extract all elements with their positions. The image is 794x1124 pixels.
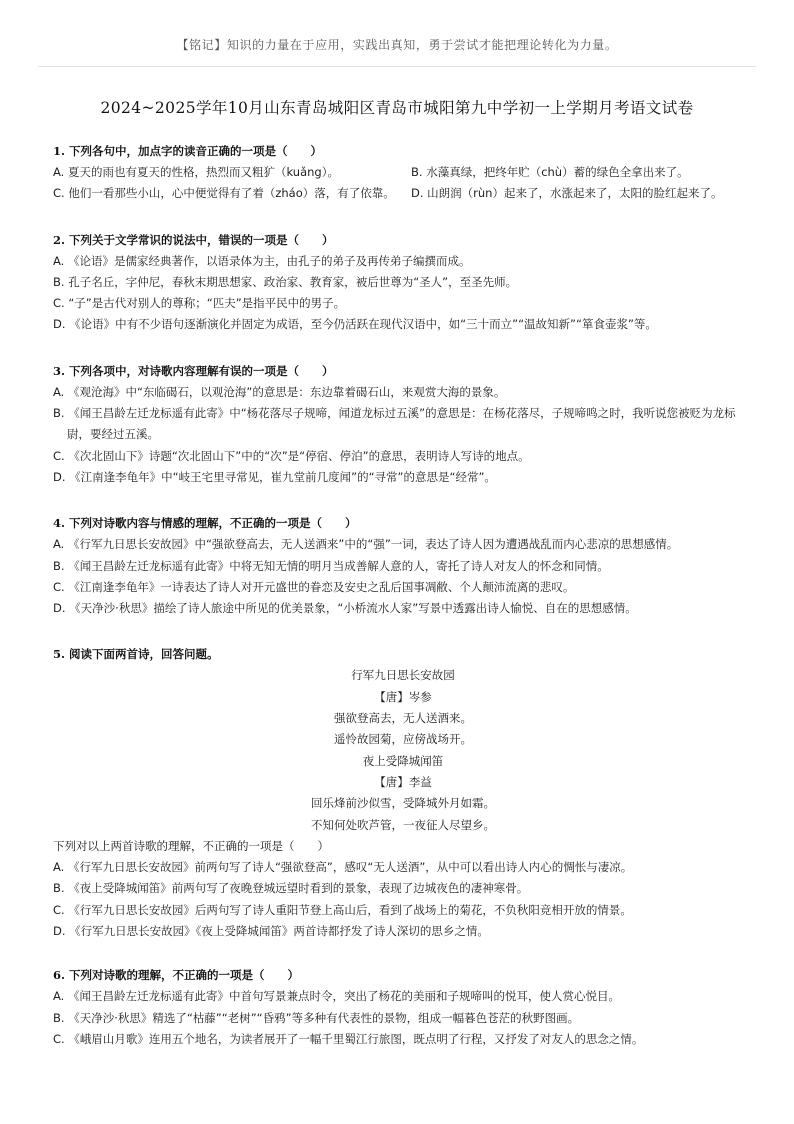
option-a: A. 《论语》是儒家经典著作，以语录体为主，由孔子的弟子及再传弟子编撰而成。 — [53, 253, 471, 268]
question-6 — [53, 964, 753, 1050]
exam-title: 2024~2025学年10月山东青岛城阳区青岛市城阳第九中学初一上学期月考语文试卷 — [100, 99, 694, 117]
option-row — [53, 162, 753, 183]
option-b: B. 《闻王昌龄左迁龙标遥有此寄》中将无知无情的明月当成善解人意的人，寄托了诗人对友人的怀念和同情。 — [53, 558, 609, 573]
question-1 — [53, 140, 753, 205]
option-c: C. 《江南逢李龟年》一诗表达了诗人对开元盛世的眷恋及安史之乱后国事凋敝、个人颠沛流离的悲叹。 — [53, 579, 575, 594]
option-row — [53, 183, 753, 204]
option-a: A. 夏天的雨也有夏天的性格，热烈而又粗犷（kuǎng）。 — [53, 165, 339, 179]
question-3 — [53, 360, 753, 488]
poem-line: 回乐烽前沙似雪，受降城外月如霜。 — [311, 796, 495, 811]
question-stem: 3. 下列各项中，对诗歌内容理解有误的一项是（ ） — [53, 363, 334, 378]
option-a: A. 《行军九日思长安故园》中“强欲登高去，无人送酒来”中的“强”一词，表达了诗人因为遭遇战乱而内心悲凉的思想感情。 — [53, 537, 679, 552]
poem-title: 行军九日思长安故园 — [351, 668, 455, 683]
option-b: B. 《天净沙·秋思》精选了“枯藤”“老树”“昏鸦”等多种有代表性的景物，组成一幅暮色苍茫的秋野图画。 — [53, 1010, 580, 1025]
option-b: B. 《夜上受降城闻笛》前两句写了夜晚登城远望时看到的景象，表现了边城夜色的凄神寒骨。 — [53, 881, 529, 896]
question-stem: 1. 下列各句中，加点字的读音正确的一项是（ ） — [53, 144, 323, 158]
header-divider — [38, 66, 756, 67]
question-stem: 4. 下列对诗歌内容与情感的理解，不正确的一项是（ ） — [53, 516, 357, 531]
poem-author: 【唐】岑参 — [374, 689, 432, 704]
option-c: C. 他们一看那些小山，心中便觉得有了着（zháo）落，有了依靠。 — [53, 186, 395, 201]
option-a: A. 《行军九日思长安故园》前两句写了诗人“强欲登高”，感叹“无人送酒”，从中可以看出诗人内心的惆怅与凄凉。 — [53, 860, 633, 875]
option-b: B. 孔子名丘，字仲尼，春秋末期思想家、政治家、教育家，被后世尊为“圣人”，至圣先师。 — [53, 274, 518, 289]
option-d: D. 《天净沙·秋思》描绘了诗人旅途中所见的优美景象，“小桥流水人家”写景中透露出诗人愉悦、自在的思想感情。 — [53, 601, 637, 616]
option-a: A. 《观沧海》中“东临碣石，以观沧海”的意思是：东边靠着碣石山，来观赏大海的景象。 — [53, 384, 506, 399]
poem-author: 【唐】李益 — [374, 774, 432, 789]
option-b: B. 水藻真绿，把终年贮（chù）蓄的绿色全拿出来了。 — [411, 165, 689, 179]
option-c: C. 《峨眉山月歌》连用五个地名，为读者展开了一幅千里蜀江行旅图，既点明了行程，又抒发了对友人的思念之情。 — [53, 1031, 644, 1046]
question-4 — [53, 512, 753, 619]
question-stem: 5. 阅读下面两首诗，回答问题。 — [53, 647, 219, 662]
sub-question-stem: 下列对以上两首诗歌的理解，不正确的一项是（ ） — [53, 838, 329, 853]
option-c: C. 《行军九日思长安故园》后两句写了诗人重阳节登上高山后，看到了战场上的菊花，不负秋阳竞相开放的情景。 — [53, 902, 632, 917]
poem-line: 遥怜故园菊，应傍战场开。 — [334, 732, 472, 747]
question-5 — [53, 643, 753, 942]
option-b: B. 《闻王昌龄左迁龙标遥有此寄》中“杨花落尽子规啼，闻道龙标过五溪”的意思是：在杨花落尽，子规啼鸣之时，我听说您被贬为龙标尉，要经过五溪。 — [53, 406, 736, 442]
option-d: D. 山朗润（rùn）起来了，水涨起来了，太阳的脸红起来了。 — [411, 186, 723, 201]
question-2 — [53, 229, 753, 336]
option-d: D. 《行军九日思长安故园》《夜上受降城闻笛》两首诗都抒发了诗人深切的思乡之情。 — [53, 924, 489, 939]
question-stem: 2. 下列关于文学常识的说法中，错误的一项是（ ） — [53, 232, 334, 247]
option-d: D. 《论语》中有不少语句逐渐演化并固定为成语，至今仍活跃在现代汉语中，如“三十而立”“温故知新”“箪食壶浆”等。 — [53, 317, 657, 332]
poems-block — [53, 665, 753, 835]
option-c: C. “子”是古代对别人的尊称；“匹夫”是指平民中的男子。 — [53, 296, 346, 311]
poem-line: 强欲登高去，无人送酒来。 — [334, 711, 472, 726]
poem-title: 夜上受降城闻笛 — [362, 753, 444, 768]
question-stem: 6. 下列对诗歌的理解，不正确的一项是（ ） — [53, 968, 300, 983]
option-a: A. 《闻王昌龄左迁龙标遥有此寄》中首句写景兼点时令，突出了杨花的美丽和子规啼叫的悦耳，使人赏心悦目。 — [53, 989, 620, 1004]
poem-line: 不知何处吹芦管，一夜征人尽望乡。 — [311, 817, 495, 832]
exam-content — [53, 140, 753, 1074]
motto-header: 【铭记】知识的力量在于应用，实践出真知，勇于尝试才能把理论转化为力量。 — [176, 38, 618, 52]
option-c: C. 《次北固山下》诗题“次北固山下”中的“次”是“停宿、停泊”的意思，表明诗人写诗的地点。 — [53, 448, 530, 463]
option-d: D. 《江南逢李龟年》中“岐王宅里寻常见，崔九堂前几度闻”的“寻常”的意思是“经常”。 — [53, 469, 496, 484]
